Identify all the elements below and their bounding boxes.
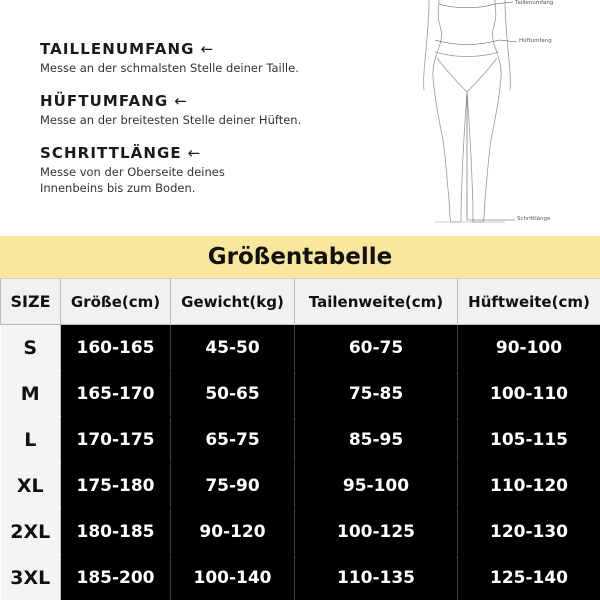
measurement-guide	[0, 0, 600, 236]
cell-height: 185-200	[61, 555, 171, 600]
arrow-left-icon: ←	[187, 144, 201, 162]
cell-height: 180-185	[61, 509, 171, 555]
table-row	[1, 417, 600, 463]
guide-inseam-desc-line1: Messe von der Oberseite deines	[40, 165, 225, 179]
header-hip: Hüftweite(cm)	[458, 279, 600, 325]
guide-waist-desc: Messe an der schmalsten Stelle deiner Taille.	[40, 61, 299, 75]
guide-waist-title: TAILLENUMFANG	[40, 40, 195, 58]
row-size-label: S	[1, 325, 61, 371]
cell-weight: 90-120	[171, 509, 295, 555]
guide-inseam-title: SCHRITTLÄNGE	[40, 144, 182, 162]
cell-waist: 110-135	[295, 555, 458, 600]
size-table	[0, 278, 600, 600]
size-chart-title: Größentabelle	[207, 244, 393, 270]
cell-height: 170-175	[61, 417, 171, 463]
cell-height: 160-165	[61, 325, 171, 371]
guide-hip-desc: Messe an der breitesten Stelle deiner Hüften.	[40, 113, 302, 127]
table-row	[1, 509, 600, 555]
cell-waist: 100-125	[295, 509, 458, 555]
figure-label-inseam: Schrittlänge	[517, 216, 551, 222]
row-size-label: XL	[1, 463, 61, 509]
cell-weight: 65-75	[171, 417, 295, 463]
header-weight: Gewicht(kg)	[171, 279, 295, 325]
arrow-left-icon: ←	[174, 92, 187, 110]
cell-waist: 75-85	[295, 371, 458, 417]
cell-waist: 95-100	[295, 463, 458, 509]
body-outline-icon	[405, 0, 565, 232]
figure-label-hip: Hüftumfang	[519, 38, 552, 44]
table-header-row	[1, 279, 600, 325]
figure-label-waist: Taillenumfang	[515, 0, 554, 6]
table-row	[1, 371, 600, 417]
guide-hip	[40, 92, 301, 128]
cell-hip: 100-110	[458, 371, 600, 417]
table-row	[1, 463, 600, 509]
header-size: SIZE	[1, 279, 61, 325]
cell-height: 175-180	[61, 463, 171, 509]
cell-weight: 100-140	[171, 555, 295, 600]
cell-hip: 120-130	[458, 509, 600, 555]
guide-hip-title: HÜFTUMFANG	[40, 92, 169, 110]
cell-waist: 60-75	[295, 325, 458, 371]
table-row	[1, 555, 600, 600]
guide-inseam-desc-line2: Innenbeins bis zum Boden.	[40, 181, 196, 195]
guide-waist	[40, 40, 299, 76]
cell-hip: 90-100	[458, 325, 600, 371]
cell-hip: 105-115	[458, 417, 600, 463]
row-size-label: 3XL	[1, 555, 61, 600]
header-waist: Tailenweite(cm)	[295, 279, 458, 325]
row-size-label: 2XL	[1, 509, 61, 555]
cell-weight: 50-65	[171, 371, 295, 417]
cell-hip: 125-140	[458, 555, 600, 600]
header-height: Größe(cm)	[61, 279, 171, 325]
guide-inseam	[40, 144, 225, 196]
body-outline-figure	[405, 0, 565, 232]
table-row	[1, 325, 600, 371]
cell-weight: 75-90	[171, 463, 295, 509]
size-chart-title-band	[0, 236, 600, 278]
cell-waist: 85-95	[295, 417, 458, 463]
cell-height: 165-170	[61, 371, 171, 417]
row-size-label: L	[1, 417, 61, 463]
row-size-label: M	[1, 371, 61, 417]
cell-hip: 110-120	[458, 463, 600, 509]
arrow-left-icon: ←	[200, 40, 214, 58]
cell-weight: 45-50	[171, 325, 295, 371]
